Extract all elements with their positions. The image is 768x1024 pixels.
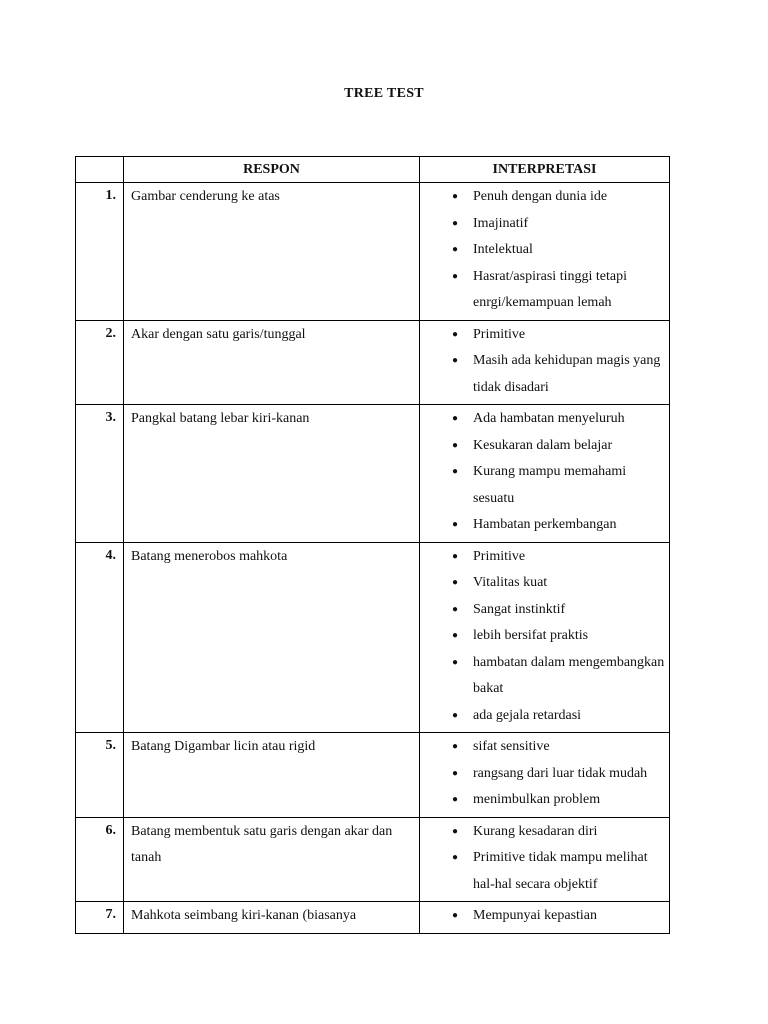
interpretation-cell	[420, 183, 670, 321]
bullet-icon: ●	[452, 519, 459, 530]
list-item	[420, 211, 669, 238]
header-number	[76, 157, 124, 183]
bullet-icon: ●	[452, 741, 459, 752]
bullet-icon: ●	[452, 244, 459, 255]
table-row	[76, 405, 670, 543]
interpretation-text: Penuh dengan dunia ide	[473, 189, 608, 204]
list-item	[420, 184, 669, 211]
interpretation-text: Ada hambatan menyeluruh	[473, 411, 625, 426]
bullet-icon: ●	[452, 413, 459, 424]
bullet-icon: ●	[452, 328, 459, 340]
interpretation-text: Kesukaran dalam belajar	[473, 437, 613, 453]
list-item	[420, 406, 669, 433]
document-title: TREE TEST	[344, 86, 424, 101]
interpretation-cell	[420, 733, 670, 818]
interpretation-cell	[420, 902, 670, 934]
interpretation-text: sifat sensitive	[473, 739, 550, 754]
bullet-icon: ●	[452, 191, 459, 202]
list-item	[420, 322, 669, 349]
bullet-icon: ●	[452, 466, 459, 477]
list-item	[420, 570, 669, 597]
list-item	[420, 623, 669, 650]
interpretation-list	[420, 543, 669, 733]
response-cell: Gambar cenderung ke atas	[124, 183, 420, 321]
list-item	[420, 761, 669, 788]
header-interpretation: INTERPRETASI	[420, 157, 670, 183]
bullet-icon: ●	[452, 794, 459, 805]
interpretation-text: Kurang kesadaran diri	[473, 823, 598, 839]
interpretation-list	[420, 733, 669, 817]
row-number: 3.	[76, 405, 124, 543]
table-row	[76, 902, 670, 934]
table-row	[76, 183, 670, 321]
list-item	[420, 734, 669, 761]
row-number: 5.	[76, 733, 124, 818]
bullet-icon: ●	[452, 603, 459, 615]
bullet-icon: ●	[452, 630, 459, 641]
interpretation-cell	[420, 542, 670, 733]
interpretation-cell	[420, 405, 670, 543]
bullet-icon: ●	[452, 550, 459, 562]
interpretation-text: Mempunyai kepastian	[473, 908, 598, 923]
interpretation-text: ada gejala retardasi	[473, 707, 582, 723]
interpretation-cell	[420, 817, 670, 902]
interpretation-cell	[420, 320, 670, 405]
response-cell: Akar dengan satu garis/tunggal	[124, 320, 420, 405]
bullet-icon: ●	[452, 577, 459, 588]
bullet-icon: ●	[452, 825, 459, 837]
list-item	[420, 597, 669, 624]
table-row	[76, 733, 670, 818]
response-cell: Mahkota seimbang kiri-kanan (biasanya	[124, 902, 420, 934]
interpretation-text: Primitive tidak mampu melihat hal-hal secara objektif	[473, 850, 648, 892]
interpretation-text: hambatan dalam mengembangkan bakat	[473, 654, 665, 696]
interpretation-text: Primitive	[473, 326, 526, 342]
row-number: 6.	[76, 817, 124, 902]
interpretation-text: Primitive	[473, 548, 526, 564]
interpretation-text: Hasrat/aspirasi tinggi tetapi enrgi/kemampuan lemah	[473, 268, 627, 310]
bullet-icon: ●	[452, 709, 459, 721]
table-row	[76, 320, 670, 405]
list-item	[420, 348, 669, 401]
list-item	[420, 845, 669, 898]
interpretation-text: lebih bersifat praktis	[473, 628, 589, 643]
list-item	[420, 703, 669, 730]
interpretation-text: Kurang mampu memahami sesuatu	[473, 464, 627, 506]
interpretation-list	[420, 902, 669, 933]
list-item	[420, 650, 669, 703]
row-number: 2.	[76, 320, 124, 405]
response-cell: Pangkal batang lebar kiri-kanan	[124, 405, 420, 543]
interpretation-text: Masih ada kehidupan magis yang tidak disadari	[473, 353, 661, 395]
interpretation-list	[420, 321, 669, 405]
tree-test-table	[75, 156, 670, 934]
table-row	[76, 542, 670, 733]
bullet-icon: ●	[452, 355, 459, 366]
bullet-icon: ●	[452, 656, 459, 668]
interpretation-list	[420, 818, 669, 902]
row-number: 7.	[76, 902, 124, 934]
table-header-row	[76, 157, 670, 183]
list-item	[420, 512, 669, 539]
response-cell: Batang Digambar licin atau rigid	[124, 733, 420, 818]
bullet-icon: ●	[452, 767, 459, 779]
bullet-icon: ●	[452, 852, 459, 863]
interpretation-text: Hambatan perkembangan	[473, 517, 617, 532]
list-item	[420, 544, 669, 571]
list-item	[420, 433, 669, 460]
list-item	[420, 264, 669, 317]
list-item	[420, 819, 669, 846]
response-cell: Batang menerobos mahkota	[124, 542, 420, 733]
interpretation-text: Intelektual	[473, 242, 533, 257]
bullet-icon: ●	[452, 217, 459, 229]
bullet-icon: ●	[452, 910, 459, 921]
header-response: RESPON	[124, 157, 420, 183]
table-row	[76, 817, 670, 902]
interpretation-text: menimbulkan problem	[473, 792, 601, 807]
row-number: 4.	[76, 542, 124, 733]
interpretation-text: rangsang dari luar tidak mudah	[473, 765, 648, 781]
bullet-icon: ●	[452, 439, 459, 451]
interpretation-text: Sangat instinktif	[473, 601, 566, 617]
table-body	[76, 183, 670, 934]
list-item	[420, 903, 669, 930]
interpretation-list	[420, 405, 669, 542]
response-cell: Batang membentuk satu garis dengan akar dan tanah	[124, 817, 420, 902]
list-item	[420, 237, 669, 264]
interpretation-text: Imajinatif	[473, 215, 529, 231]
interpretation-text: Vitalitas kuat	[473, 575, 548, 590]
interpretation-list	[420, 183, 669, 320]
row-number: 1.	[76, 183, 124, 321]
list-item	[420, 459, 669, 512]
list-item	[420, 787, 669, 814]
bullet-icon: ●	[452, 270, 459, 282]
